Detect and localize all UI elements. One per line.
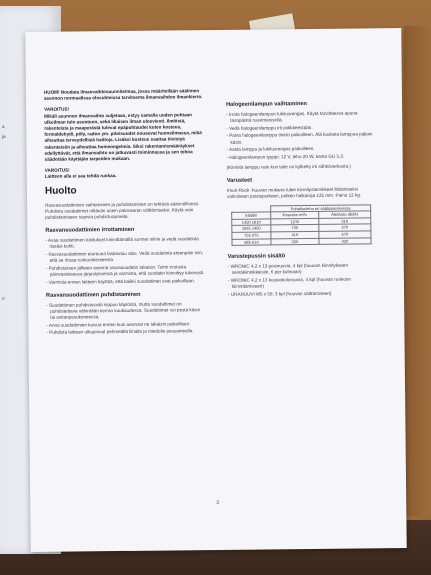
puhdistus-list [46, 301, 206, 336]
table-col-header: Ilmavirta m³/h [271, 212, 319, 219]
prev-page-text: ja [2, 134, 6, 139]
table-row: 585 610 320 320 [232, 237, 371, 245]
huom-note: HUOM! Noudata ilmanvaihtosuunnitelmaa, jossa määritellään säätimen asennon normaalissa olosuhteissa tarvitsema ilmanvaihdon ilmankierto. [43, 88, 203, 101]
performance-table [231, 204, 371, 246]
list-item: - Anna suodattimien kuivua ennen kuin asennat ne takaisin paikoilleen. [46, 321, 191, 328]
list-item: - Aseta lamppu ja lukitusrengas paikoilleen. [226, 146, 315, 153]
list-item: - Paina halogeenilamppu tiivisti paikoilleen. Älä kosketa lamppua paljain käsin. [226, 131, 373, 145]
tarvikkeet-list [228, 262, 378, 297]
manual-page [25, 28, 406, 552]
subheading-tarvikkeet: Varustepussin sisältö [227, 253, 286, 261]
list-item: - Suodattimen puhdistusväli riippuu käytöstä, mutta suodattimet on puhdistettava vähintään kerran kuukaudessa. Suodattimet voi pestä käsin tai astianpesukoneessa. [46, 301, 201, 320]
list-item: - WRONIC 4,2 x 13 kuusiokoloruuvia, 4 kpl (huuvan runkoon kiinnittämiseen) [227, 276, 351, 289]
list-item: - WRONIC 4,2 x 13 poraruuvia, 4 kpl (huuvan kiinnitykseen seinäkiinnikkeisiin, 6 per kulmaan) [227, 262, 349, 276]
section-heading-huolto: Huolto [44, 185, 77, 197]
warning-title: VAROITUS! [44, 167, 70, 174]
subheading-varusteet: Varusteet [226, 177, 253, 185]
warning-text: Laitteen alla ei saa tehdä ruokaa. [44, 173, 117, 180]
subheading-halogen: Halogeenilampun vaihtaminen [226, 101, 307, 108]
prev-page-text: a [2, 124, 5, 129]
warning-text: Mikäli asunnon ilmanvaihto suljetaan, estyy samalla uuden puhtaan ulkoilman tulo asuntoon, sekä likaisen ilman ulosvienti. Ilmiöstä, rakenteista ja maaperästä tulevat epäpuhtaudet kuten kosteus, formaldehydi, pöly, radon ym. pitoisuudet nousevat huoneilmassa, mikä aiheuttaa terveydellisiä haittoja. Lisäksi kosteus saattaa tiivistyä rakenteisiin ja aiheuttaa homeongelmia. Siksi rakentamismääräykset edellyttävät, että ilmanvaihto on jatkuvasti toiminnassa ja sen tehoa säädetään käyttäjän tarpeiden mukaan. [44, 111, 202, 162]
list-item: - URARUUVI M5 x 50, 3 kpl (huuvan säätämiseen) [228, 290, 332, 297]
table-col-header: Äänitaso dB(A) [319, 211, 371, 218]
subheading-puhdistus: Rasvansuodattimen puhdistaminen [46, 291, 141, 299]
irrotus-list [45, 236, 205, 285]
page-number: 3 [216, 499, 220, 507]
subheading-irrotus: Rasvansuodattimien irrottaminen [45, 227, 135, 235]
list-item: - Rasvasuodattimen etureuna laskeutuu alas. Vedä suodatinta eteenpäin niin, että se irtoaa runkorakenteesta. [45, 250, 204, 263]
list-item: - Puhdistuksen jälkeen asenna rasvasuodatin takaisin. Toimi irrotusta päinvastaisessa järjestyksessä ja varmista, että suodatin kiinnittyy tukevasti. [45, 264, 205, 277]
list-item: - Vedä halogeenilamppu irti pidikkeestään. [226, 124, 313, 131]
list-item: - Varmista ennen laitteen käyttöä, että kaikki suodattimet ovat paikoillaan. [45, 277, 195, 285]
table-col-header: Säädin [232, 212, 271, 219]
table-row: 1450 1810 1100 310 [232, 218, 371, 226]
list-item: - Irrota halogeenilampun lukitusrengas. Käytä tarvittaessa apuna tasapäistä ruuvimeisseliä. [226, 110, 358, 124]
list-item: - Halogeenilampun tyyppi: 12 V, teho 20 W, kanta GU 5.3. [226, 153, 345, 160]
right-column [226, 100, 378, 302]
left-column [44, 88, 207, 340]
table-row: 755 975 419 670 [232, 231, 371, 239]
table-row: 1025 1450 730 270 [232, 224, 371, 232]
halogen-list [226, 110, 377, 161]
halogen-note: (Kiinnitä lamppu vain kun laite on kytketty irti sähköverkosta.) [226, 163, 351, 170]
table-header: Puhallusteho eri säätöasennoissa [270, 204, 370, 212]
huolto-text: Rasvasuodattimien vaihtaminen ja puhdistaminen on tehtävä säännöllisesti. Puhdista suodattimet riittävän usein palovaaran välttämiseksi. Käytä vain puhdistamiseen sopivia puhdistusaineita. [45, 200, 200, 220]
list-item: - Puhdista laitteen ulkopinnat pehmeällä liinalla ja miedolla pesuaineella. [46, 328, 194, 336]
list-item: - Avaa suodattimen lukitukset kiinnittämällä sormet niihin ja vedä suodatinta itseäsi kohti. [45, 236, 199, 250]
warning-title: VAROITUS! [44, 106, 70, 113]
prev-page-text: ri [2, 296, 5, 301]
box-edge [404, 26, 431, 516]
varusteet-text: Imuri-Rock -huuvan mukana tulee kiinnitystarvikkeet liittämiseksi valmiiseen poistoputkeen, putken halkaisija 125 mm. Paino 12 kg. [226, 186, 362, 200]
